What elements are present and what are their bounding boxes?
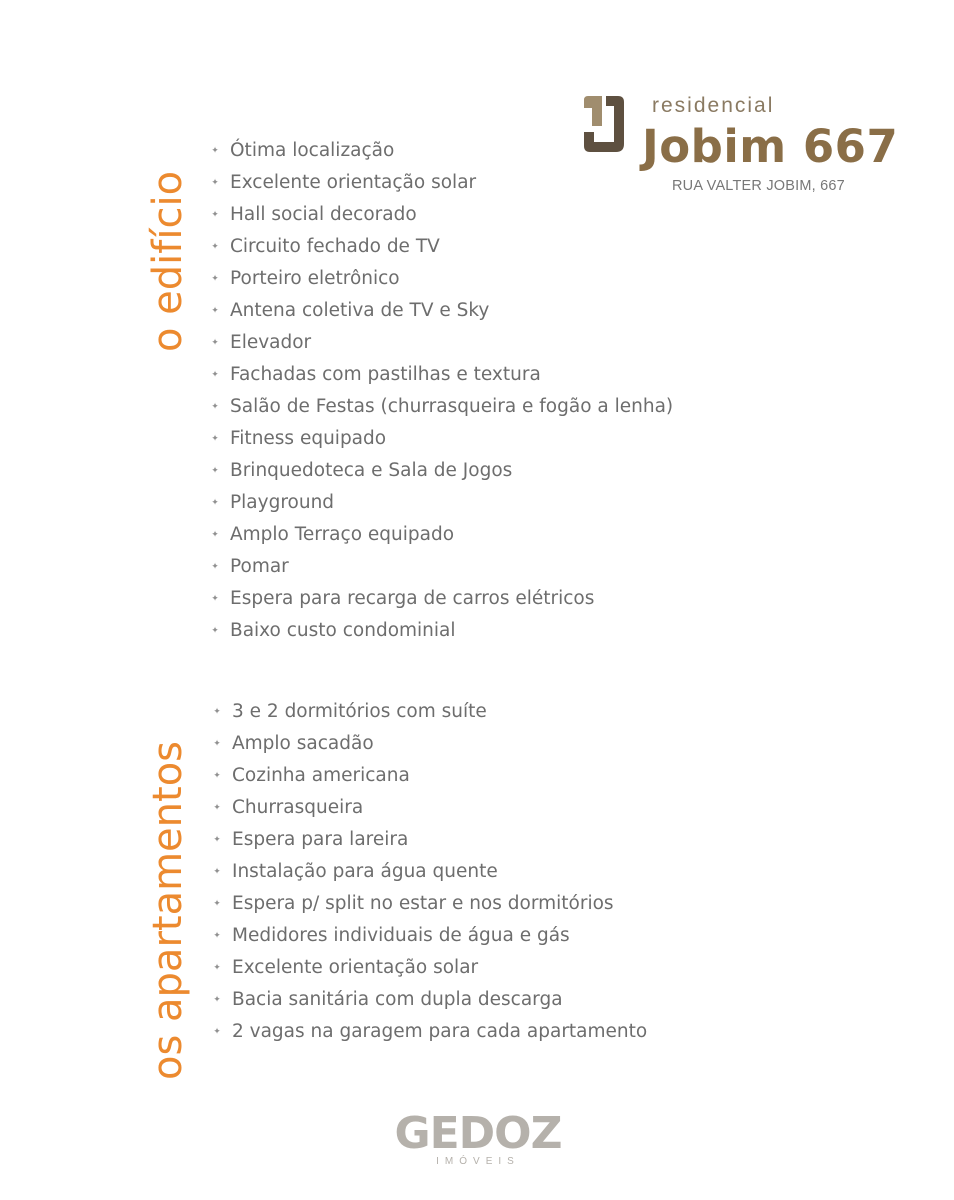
bullet-icon: ✦ [211, 306, 219, 316]
edificio-feature-item-label: Fachadas com pastilhas e textura [230, 364, 541, 385]
apartamentos-feature-item-label: Bacia sanitária com dupla descarga [232, 989, 563, 1010]
edificio-feature-item [210, 231, 673, 263]
bullet-icon: ✦ [211, 626, 219, 636]
apartamentos-feature-item [212, 920, 647, 952]
edificio-feature-item [210, 359, 673, 391]
gedoz-brand-text: GEDOZ [394, 1108, 562, 1159]
edificio-feature-item-label: Circuito fechado de TV [230, 236, 440, 257]
apartamentos-feature-item-label: Espera p/ split no estar e nos dormitórios [232, 893, 614, 914]
edificio-feature-item-label: Antena coletiva de TV e Sky [230, 300, 490, 321]
apartamentos-feature-item-label: Churrasqueira [232, 797, 364, 818]
edificio-feature-item-label: Brinquedoteca e Sala de Jogos [230, 460, 513, 481]
bullet-icon: ✦ [211, 370, 219, 380]
edificio-feature-item [210, 327, 673, 359]
edificio-feature-item-label: Fitness equipado [230, 428, 387, 449]
apartamentos-feature-item-label: Excelente orientação solar [232, 957, 479, 978]
apartamentos-feature-item [212, 888, 647, 920]
edificio-feature-item-label: Baixo custo condominial [230, 620, 456, 641]
apartamentos-feature-item-label: 2 vagas na garagem para cada apartamento [232, 1021, 648, 1042]
edificio-feature-item-label: Pomar [230, 556, 289, 577]
bullet-icon: ✦ [213, 835, 221, 845]
bullet-icon: ✦ [211, 498, 219, 508]
bullet-icon: ✦ [213, 707, 221, 717]
bullet-icon: ✦ [211, 146, 219, 156]
apartamentos-feature-item [212, 792, 647, 824]
bullet-icon: ✦ [213, 963, 221, 973]
logo-address-text: RUA VALTER JOBIM, 667 [672, 178, 845, 194]
bullet-icon: ✦ [211, 210, 219, 220]
bullet-icon: ✦ [211, 338, 219, 348]
bullet-icon: ✦ [213, 899, 221, 909]
edificio-feature-item [210, 295, 673, 327]
edificio-feature-item-label: Espera para recarga de carros elétricos [230, 588, 595, 609]
bullet-icon: ✦ [211, 466, 219, 476]
bullet-icon: ✦ [211, 530, 219, 540]
edificio-feature-item [210, 167, 673, 199]
edificio-feature-item-label: Porteiro eletrônico [230, 268, 400, 289]
edificio-feature-item-label: Excelente orientação solar [230, 172, 477, 193]
apartamentos-feature-item-label: Espera para lareira [232, 829, 409, 850]
bullet-icon: ✦ [211, 178, 219, 188]
edificio-section-title: o edifício [145, 170, 191, 352]
edificio-feature-item-label: Elevador [230, 332, 312, 353]
bullet-icon: ✦ [211, 402, 219, 412]
logo-name-text: Jobim 667 [642, 120, 899, 173]
bullet-icon: ✦ [211, 242, 219, 252]
edificio-feature-item-label: Hall social decorado [230, 204, 417, 225]
edificio-feature-item-label: Amplo Terraço equipado [230, 524, 455, 545]
apartamentos-feature-item [212, 760, 647, 792]
apartamentos-feature-item [212, 1016, 647, 1048]
edificio-feature-item [210, 391, 673, 423]
bullet-icon: ✦ [211, 562, 219, 572]
bullet-icon: ✦ [213, 739, 221, 749]
edificio-feature-item [210, 423, 673, 455]
apartamentos-feature-item [212, 824, 647, 856]
edificio-feature-item [210, 263, 673, 295]
edificio-feature-item [210, 455, 673, 487]
edificio-feature-item [210, 199, 673, 231]
bullet-icon: ✦ [213, 931, 221, 941]
bullet-icon: ✦ [211, 434, 219, 444]
bullet-icon: ✦ [213, 803, 221, 813]
apartamentos-feature-item-label: Medidores individuais de água e gás [232, 925, 570, 946]
apartamentos-feature-item [212, 984, 647, 1016]
bullet-icon: ✦ [213, 867, 221, 877]
bullet-icon: ✦ [213, 995, 221, 1005]
apartamentos-feature-item [212, 696, 647, 728]
logo-residencial-text: residencial [652, 94, 775, 117]
apartamentos-feature-item-label: Cozinha americana [232, 765, 410, 786]
apartamentos-feature-item [212, 856, 647, 888]
edificio-feature-item [210, 519, 673, 551]
bullet-icon: ✦ [213, 1027, 221, 1037]
edificio-feature-item [210, 615, 673, 647]
edificio-feature-item [210, 487, 673, 519]
apartamentos-feature-item [212, 728, 647, 760]
edificio-feature-item [210, 551, 673, 583]
apartamentos-feature-item-label: Amplo sacadão [232, 733, 374, 754]
edificio-feature-item-label: Playground [230, 492, 335, 513]
apartamentos-feature-list [212, 696, 647, 1048]
edificio-feature-item-label: Ótima localização [230, 140, 395, 161]
gedoz-sub-text: IMÓVEIS [436, 1156, 520, 1167]
bullet-icon: ✦ [211, 594, 219, 604]
edificio-feature-item [210, 583, 673, 615]
apartamentos-feature-item-label: Instalação para água quente [232, 861, 498, 882]
bullet-icon: ✦ [213, 771, 221, 781]
apartamentos-feature-item-label: 3 e 2 dormitórios com suíte [232, 701, 487, 722]
apartamentos-section-title: os apartamentos [145, 740, 191, 1080]
edificio-feature-list [210, 135, 673, 647]
gedoz-logo [388, 1110, 568, 1170]
bullet-icon: ✦ [211, 274, 219, 284]
edificio-feature-item [210, 135, 673, 167]
apartamentos-feature-item [212, 952, 647, 984]
edificio-feature-item-label: Salão de Festas (churrasqueira e fogão a lenha) [230, 396, 674, 417]
